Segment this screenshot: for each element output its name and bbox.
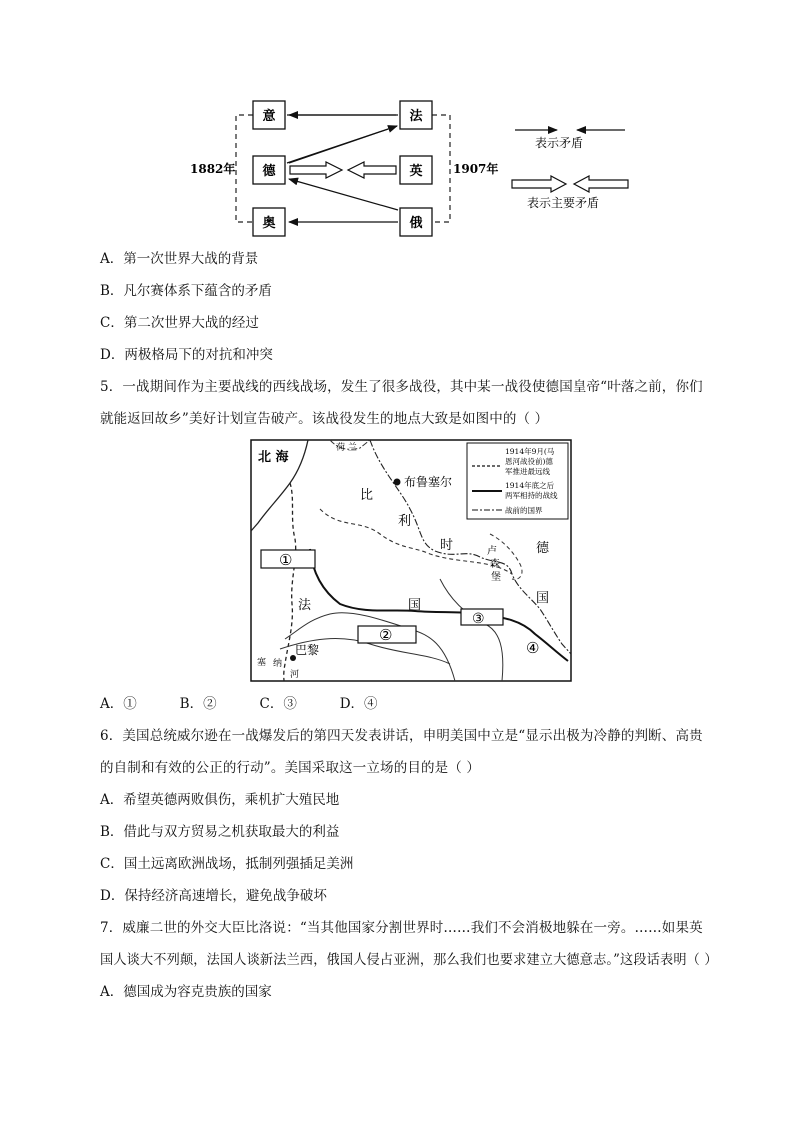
marker-4: ④	[526, 639, 540, 657]
western-front-map	[250, 439, 572, 682]
label-germany-1: 德	[536, 541, 550, 556]
arrow-russia-germany	[289, 179, 398, 210]
label-paris: 巴黎	[295, 643, 320, 657]
q5-stem-line1: 5．一战期间作为主要战线的西线战场，发生了很多战役，其中某一战役使德国皇帝“叶落之前，你们	[100, 379, 703, 395]
label-germany-2: 国	[536, 591, 550, 606]
q4-option-d: D．两极格局下的对抗和冲突	[100, 347, 273, 363]
legend-main-arrow-right	[512, 176, 566, 192]
q5-stem-line2: 就能返回故乡”美好计划宣告破产。该战役发生的地点大致是如图中的（ ）	[100, 411, 549, 427]
label-luxembourg-3: 堡	[491, 572, 501, 583]
q6-option-c: C．国土远离欧洲战场，抵制列强插足美洲	[100, 856, 354, 872]
legend-main-arrow-left	[574, 176, 628, 192]
q7-option-a: A．德国成为容克贵族的国家	[100, 984, 272, 1000]
country-germany: 德	[262, 164, 276, 179]
arrow-france-germany	[289, 126, 397, 163]
country-austria: 奥	[262, 216, 276, 231]
label-seine-1: 塞	[257, 658, 267, 668]
marker-3: ③	[472, 611, 485, 627]
q7-stem-line2: 国人谈大不列颠，法国人谈新法兰西，俄国人侵占亚洲，那么我们也要求建立大德意志。”这段话表明（ ）	[100, 952, 718, 968]
label-luxembourg-1: 卢	[487, 546, 497, 557]
legend-item2-l1: 1914年底之后	[505, 481, 555, 490]
year-1907: 1907年	[453, 162, 499, 176]
label-belgium-2: 利	[398, 514, 412, 529]
legend-item3: 战前的国界	[505, 506, 543, 515]
year-1882: 1882年	[190, 162, 236, 176]
q6-stem-line1: 6．美国总统威尔逊在一战爆发后的第四天发表讲话，申明美国中立是“显示出极为冷静的判断、高贵	[100, 728, 703, 744]
label-luxembourg-2: 森	[490, 559, 500, 570]
main-arrow-left	[348, 162, 396, 178]
alliance-diagram	[0, 0, 794, 245]
q4-option-a: A．第一次世界大战的背景	[100, 251, 259, 267]
label-north-sea: 北 海	[258, 450, 289, 465]
q6-option-a: A．希望英德两败俱伤，乘机扩大殖民地	[100, 792, 340, 808]
legend-item1-l2: 恩河战役前)德	[505, 457, 553, 466]
label-france-2: 国	[408, 598, 422, 613]
label-france-1: 法	[298, 598, 312, 613]
label-seine-3: 河	[290, 670, 300, 680]
country-france: 法	[409, 109, 423, 124]
main-arrow-right	[290, 162, 342, 178]
legend-main-conflict: 表示主要矛盾	[527, 196, 600, 210]
legend-item1-l1: 1914年9月(马	[505, 447, 555, 456]
label-seine-2: 纳	[273, 659, 283, 669]
label-netherlands: 荷 兰	[336, 443, 357, 453]
country-britain: 英	[409, 164, 423, 179]
label-belgium-1: 比	[360, 488, 374, 503]
triple-entente-bracket	[432, 115, 450, 222]
country-russia: 俄	[409, 216, 423, 231]
label-belgium-3: 时	[440, 538, 454, 553]
q7-stem-line1: 7．威廉二世的外交大臣比洛说：“当其他国家分割世界时……我们不会消极地躲在一旁。……如果英	[100, 920, 703, 936]
marker-2: ②	[379, 626, 393, 644]
triple-alliance-bracket	[236, 115, 253, 222]
brussels-dot	[394, 479, 401, 486]
marker-1: ①	[279, 551, 293, 569]
q4-option-c: C．第二次世界大战的经过	[100, 315, 259, 331]
legend-conflict: 表示矛盾	[535, 136, 584, 150]
label-brussels: 布鲁塞尔	[404, 475, 453, 489]
country-italy: 意	[262, 109, 276, 124]
q5-options: A．① B．② C．③ D．④	[100, 696, 378, 712]
legend-item1-l3: 军推进最远线	[505, 467, 550, 476]
q4-option-b: B．凡尔赛体系下蕴含的矛盾	[100, 283, 272, 299]
q6-option-b: B．借此与双方贸易之机获取最大的利益	[100, 824, 340, 840]
q6-stem-line2: 的自制和有效的公正的行动”。美国采取这一立场的目的是（ ）	[100, 760, 481, 776]
legend-item2-l2: 两军相持的战线	[505, 491, 558, 500]
q6-option-d: D．保持经济高速增长，避免战争破坏	[100, 888, 327, 904]
